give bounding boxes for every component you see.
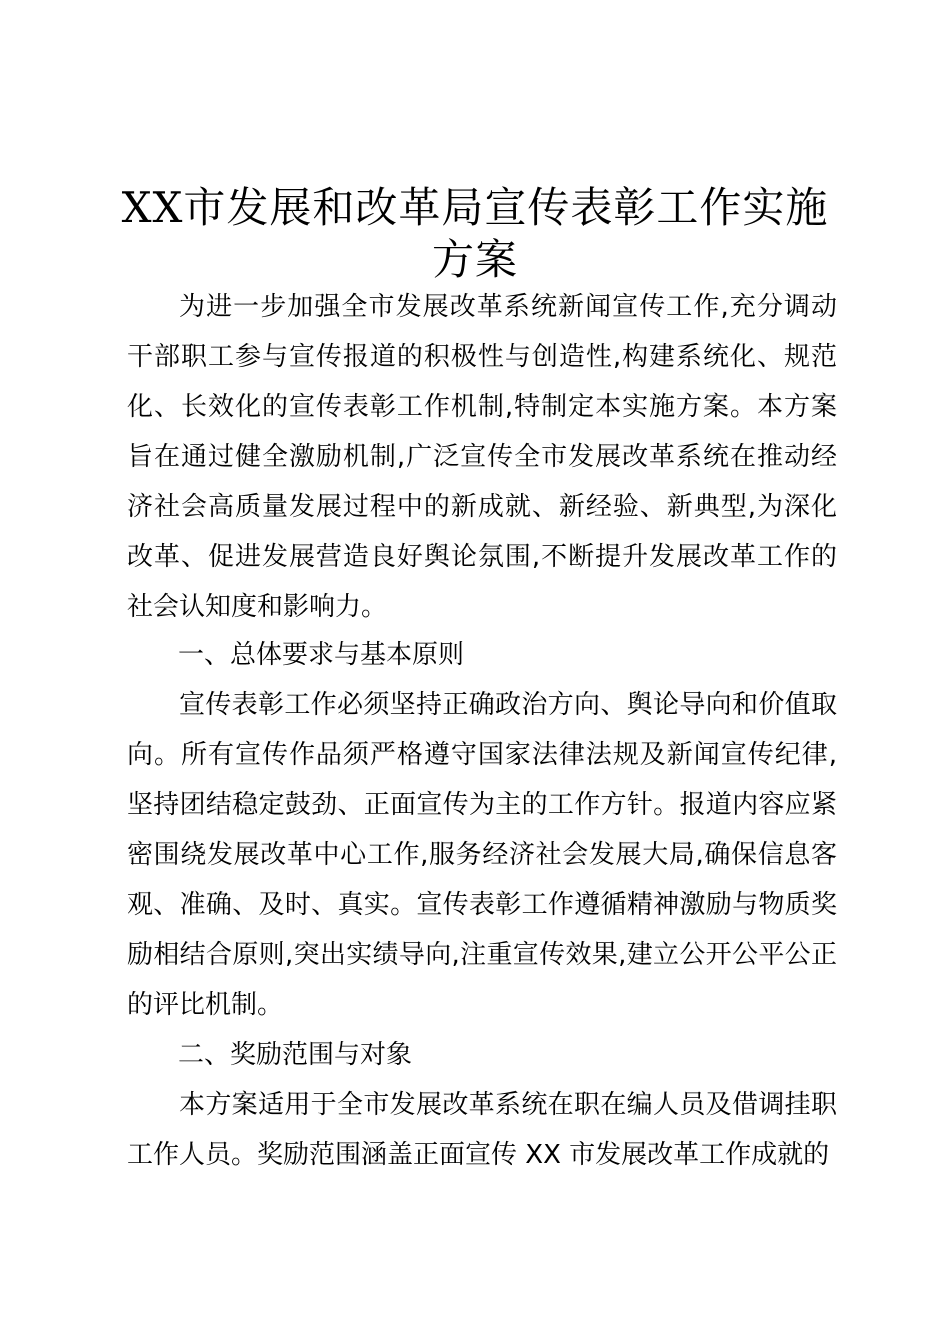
document-title-line-2: 方案 <box>431 235 518 284</box>
document-title-line-1: XX市发展和改革局宣传表彰工作实施 <box>121 183 829 232</box>
intro-paragraph: 为进一步加强全市发展改革系统新闻宣传工作,充分调动干部职工参与宣传报道的积极性与创造性,构建系统化、规范化、长效化的宣传表彰工作机制,特制定本实施方案。本方案旨在通过健全激励机制,广泛宣传全市发展改革系统在推动经济社会高质量发展过程中的新成就、新经验、新典型,为深化改革、促进发展营造良好舆论氛围,不断提升发展改革工作的社会认知度和影响力。 <box>127 292 837 622</box>
section-2-heading: 二、奖励范围与对象 <box>178 1040 413 1070</box>
section-1-heading: 一、总体要求与基本原则 <box>178 640 465 670</box>
section-1-paragraph: 宣传表彰工作必须坚持正确政治方向、舆论导向和价值取向。所有宣传作品须严格遵守国家法律法规及新闻宣传纪律,坚持团结稳定鼓劲、正面宣传为主的工作方针。报道内容应紧密围绕发展改革中心工作,服务经济社会发展大局,确保信息客观、准确、及时、真实。宣传表彰工作遵循精神激励与物质奖励相结合原则,突出实绩导向,注重宣传效果,建立公开公平公正的评比机制。 <box>127 690 837 1020</box>
section-2-paragraph: 本方案适用于全市发展改革系统在职在编人员及借调挂职工作人员。奖励范围涵盖正面宣传 XX 市发展改革工作成就的 <box>127 1090 837 1170</box>
